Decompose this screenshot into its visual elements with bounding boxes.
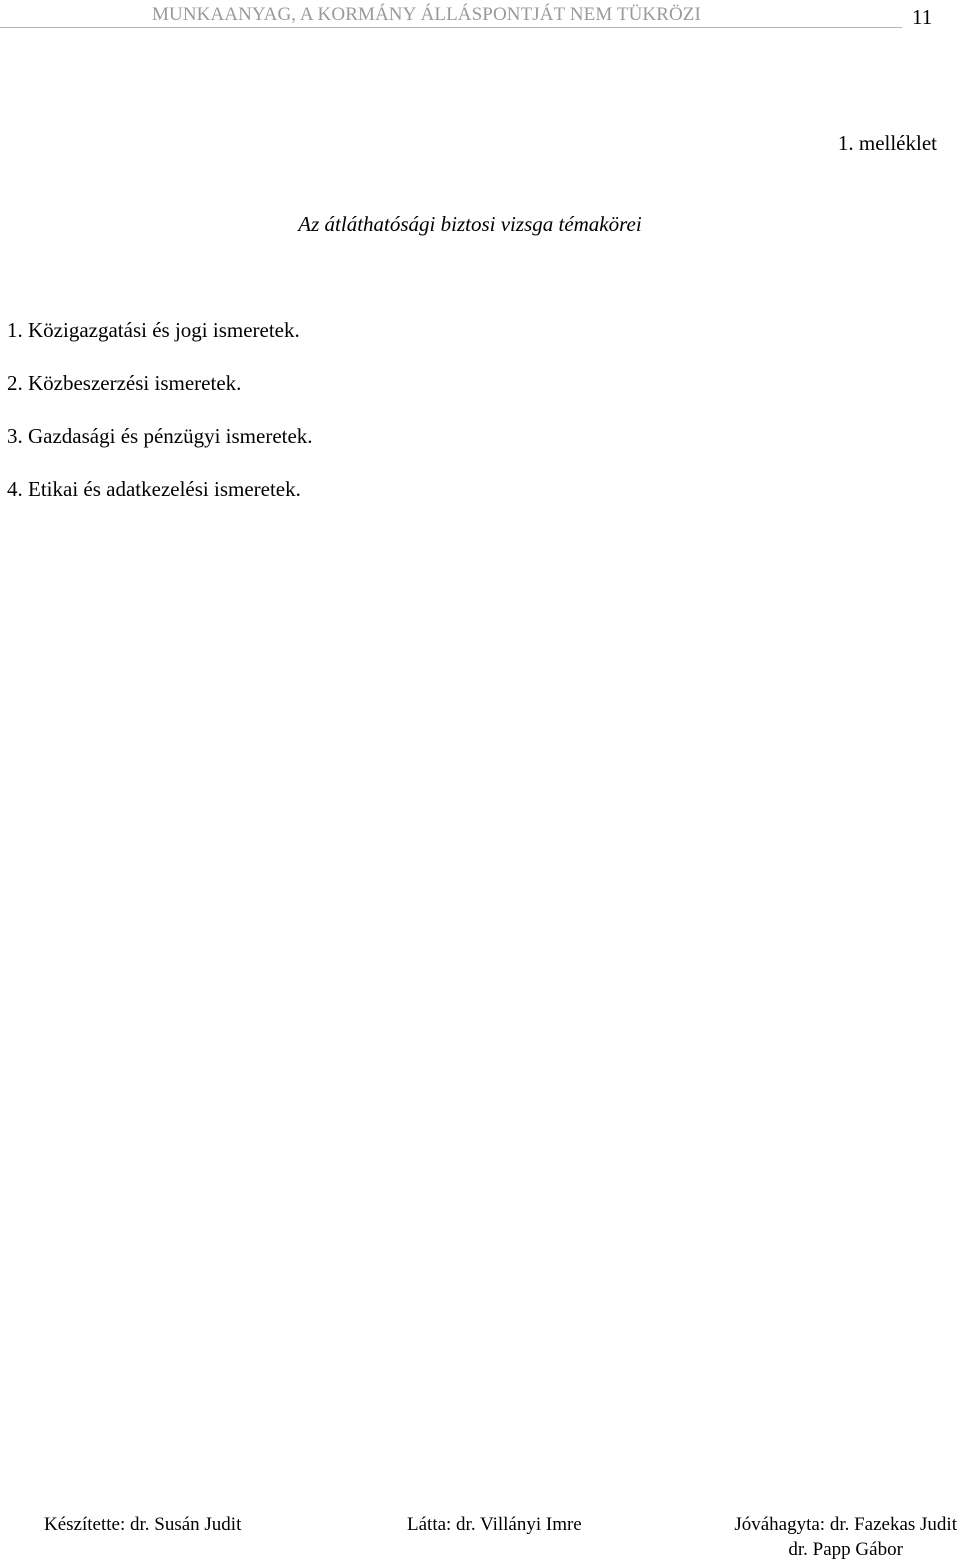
page-number: 11: [912, 5, 933, 29]
topic-item: 3. Gazdasági és pénzügyi ismeretek.: [7, 424, 313, 448]
topic-list: [7, 318, 313, 530]
topic-item: 2. Közbeszerzési ismeretek.: [7, 371, 242, 395]
topic-item: 1. Közigazgatási és jogi ismeretek.: [7, 318, 300, 342]
annex-label: 1. melléklet: [837, 131, 937, 155]
approved-by-line1: Jóváhagyta: dr. Fazekas Judit: [734, 1514, 957, 1535]
header-divider: [0, 27, 902, 28]
page-footer: [0, 1512, 960, 1560]
seen-by: Látta: dr. Villányi Imre: [407, 1514, 582, 1535]
approved-by: [734, 1514, 957, 1561]
approved-by-line2: dr. Papp Gábor: [788, 1539, 903, 1560]
topic-item: 4. Etikai és adatkezelési ismeretek.: [7, 477, 301, 501]
prepared-by: Készítette: dr. Susán Judit: [44, 1514, 242, 1535]
document-title: Az átláthatósági biztosi vizsga témakörei: [298, 212, 642, 236]
page-header: [0, 0, 960, 40]
draft-watermark-text: MUNKAANYAG, A KORMÁNY ÁLLÁSPONTJÁT NEM TÜKRÖZI: [152, 4, 701, 25]
